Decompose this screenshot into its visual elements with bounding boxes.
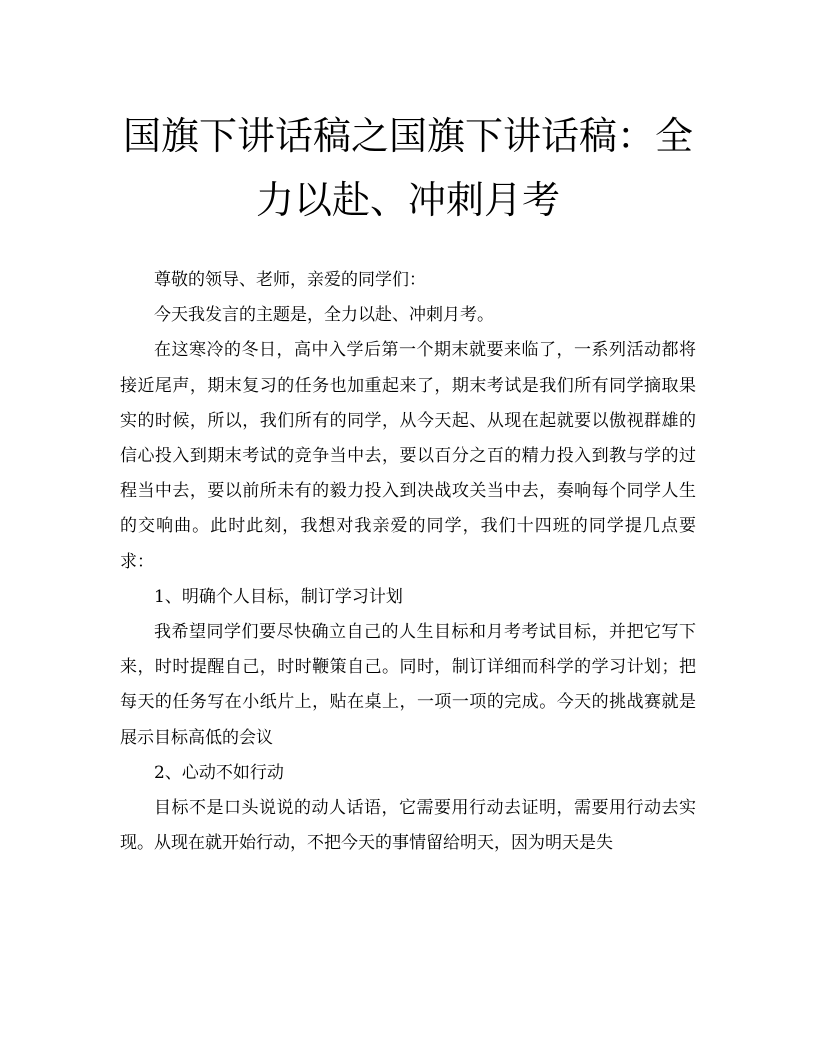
point-2-paragraph: 目标不是口头说说的动人话语，它需要用行动去证明，需要用行动去实现。从现在就开始行动，不把今天的事情留给明天，因为明天是失 — [120, 798, 696, 854]
document-title: 国旗下讲话稿之国旗下讲话稿：全力以赴、冲刺月考 — [122, 114, 693, 222]
intro-paragraph: 在这寒冷的冬日，高中入学后第一个期末就要来临了，一系列活动都将接近尾声，期末复习的任务也加重起来了，期末考试是我们所有同学摘取果实的时候，所以，我们所有的同学，从今天起、从现在起就要以傲视群雄的信心投入到期末考试的竞争当中去，要以百分之百的精力投入到教与学的过程当中去，要以前所未有的毅力投入到决战攻关当中去，奏响每个同学人生的交响曲。此时此刻，我想对我亲爱的同学，我们十四班的同学提几点要求： — [120, 340, 696, 572]
document-body — [120, 263, 696, 861]
point-1-heading: 1、明确个人目标，制订学习计划 — [154, 586, 403, 607]
point-1-paragraph: 我希望同学们要尽快确立自己的人生目标和月考考试目标，并把它写下来，时时提醒自己，时时鞭策自己。同时，制订详细而科学的学习计划；把每天的任务写在小纸片上，贴在桌上，一项一项的完成。今天的挑战赛就是展示目标高低的会议 — [120, 622, 696, 748]
topic-paragraph: 今天我发言的主题是，全力以赴、冲刺月考。 — [154, 305, 494, 326]
point-2-heading: 2、心动不如行动 — [154, 762, 284, 783]
greeting-paragraph: 尊敬的领导、老师，亲爱的同学们： — [154, 270, 426, 290]
